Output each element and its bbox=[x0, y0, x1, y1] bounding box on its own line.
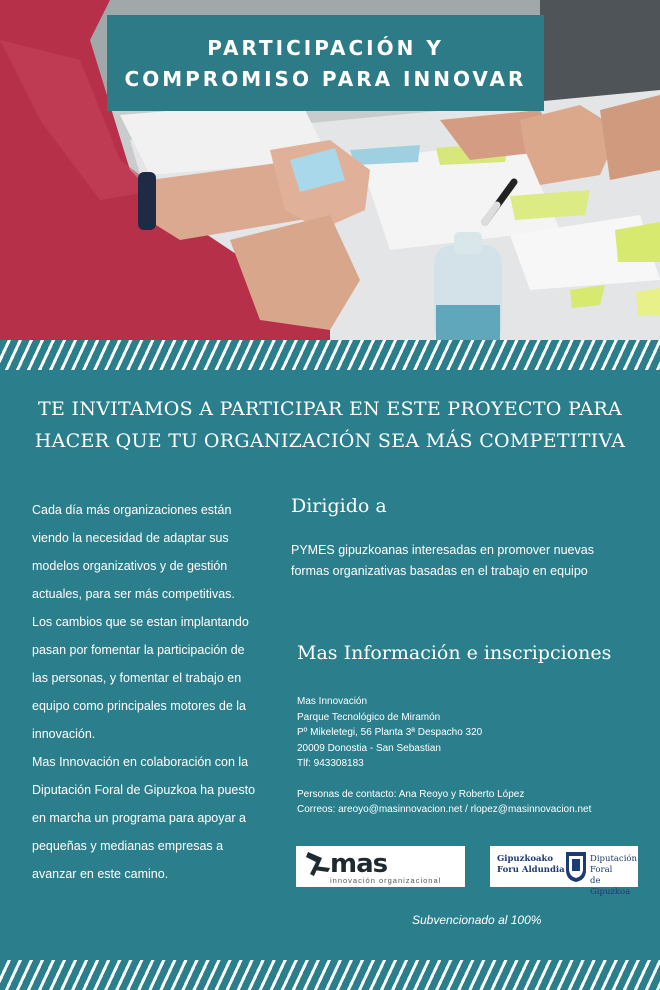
headline-line-2: HACER QUE TU ORGANIZACIÓN SEA MÁS COMPETITIVA bbox=[34, 430, 626, 452]
diputacion-logo bbox=[490, 846, 638, 897]
contact-address-2: Pº Mikeletegi, 56 Planta 3ª Despacho 320 bbox=[297, 727, 483, 738]
info-heading: Mas Información e inscripciones bbox=[297, 642, 612, 664]
subvencionado-note: Subvencionado al 100% bbox=[412, 913, 542, 927]
hero-photo bbox=[0, 0, 660, 345]
diputacion-logo-basque bbox=[497, 854, 565, 876]
contact-persons: Personas de contacto: Ana Reoyo y Roberto López bbox=[297, 788, 525, 800]
contact-phone: Tlf: 943308183 bbox=[297, 758, 364, 769]
mas-logo-subtitle: innovación organizacional bbox=[330, 876, 442, 885]
contact-org: Mas Innovación bbox=[297, 696, 368, 707]
mas-innovacion-logo bbox=[296, 846, 465, 887]
intro-paragraph-2: Mas Innovación en colaboración con la Diputación Foral de Gipuzkoa ha puesto en marcha un programa para apoyar a pequeñas y medianas empresas a avanzar en este camino. bbox=[32, 755, 256, 881]
shield-icon bbox=[564, 850, 588, 883]
dip-right-line-1: Diputación Foral bbox=[590, 854, 638, 875]
dip-right-line-2: de Gipuzkoa bbox=[590, 876, 631, 897]
contact-address-3: 20009 Donostia - San Sebastian bbox=[297, 742, 441, 754]
mas-logo-mark-icon bbox=[300, 846, 334, 887]
title-banner bbox=[107, 15, 544, 111]
invitation-headline bbox=[0, 393, 660, 457]
intro-text bbox=[32, 496, 257, 888]
contact-emails: Correos: areoyo@masinnovacion.net / rlopez@masinnovacion.net bbox=[297, 804, 592, 815]
intro-paragraph-1: Cada día más organizaciones están viendo la necesidad de adaptar sus modelos organizativos y de gestión actuales, para ser más competitivas. Los cambios que se estan implantando pasan por fomentar la participación de las personas, y fomentar el trabajo en equipo como principales motores de la innovación. bbox=[32, 503, 249, 741]
dirigido-heading: Dirigido a bbox=[291, 495, 387, 517]
contact-address-1: Parque Tecnológico de Miramón bbox=[297, 711, 441, 723]
dip-left-line-2: Foru Aldundia bbox=[497, 865, 565, 875]
bottom-stripe-divider bbox=[0, 960, 660, 990]
mas-logo-word: mas bbox=[330, 849, 388, 879]
contact-block bbox=[297, 694, 647, 818]
title-line-1: PARTICIPACIÓN Y bbox=[207, 36, 444, 60]
dirigido-text: PYMES gipuzkoanas interesadas en promover nuevas formas organizativas basadas en el trabajo en equipo bbox=[291, 543, 594, 578]
diputacion-logo-spanish bbox=[590, 854, 638, 898]
headline-line-1: TE INVITAMOS A PARTICIPAR EN ESTE PROYECTO PARA bbox=[38, 398, 622, 420]
title-line-2: COMPROMISO PARA INNOVAR bbox=[124, 67, 527, 91]
top-stripe-divider bbox=[0, 340, 660, 370]
dip-left-line-1: Gipuzkoako bbox=[497, 854, 554, 864]
